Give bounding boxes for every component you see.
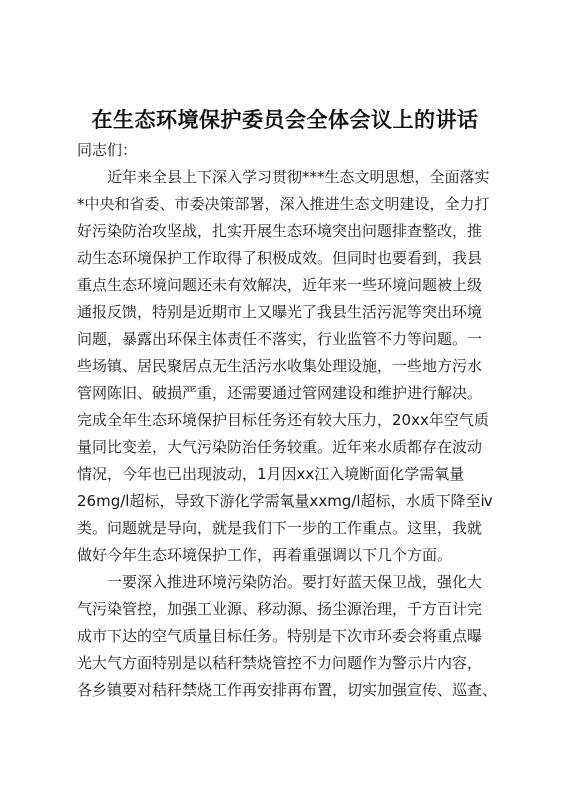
paragraph-line: 26mg/l超标，导致下游化学需氧量xxmg/l超标，水质下降至ⅳ [77, 492, 493, 510]
paragraph-line: 情况，今年也已出现波动，1月因xx江入境断面化学需氧量 [77, 465, 465, 483]
paragraph-line: 动生态环境保护工作取得了积极成效。但同时也要看到，我县 [77, 249, 483, 267]
paragraph-line: 管网陈旧、破损严重，还需要通过管网建设和维护进行解决。 [77, 384, 483, 402]
paragraph-line: 好污染防治攻坚战，扎实开展生态环境突出问题排查整改，推 [77, 222, 483, 240]
paragraph-line: 气污染管控，加强工业源、移动源、扬尘源治理，千方百计完 [77, 600, 483, 618]
paragraph-line: 完成全年生态环境保护目标任务还有较大压力，20xx年空气质 [77, 411, 489, 429]
salutation: 同志们： [77, 141, 138, 159]
paragraph-line: 量同比变差，大气污染防治任务较重。近年来水质都存在波动 [77, 438, 483, 456]
paragraph-line: 些场镇、居民聚居点无生活污水收集处理设施，一些地方污水 [77, 357, 483, 375]
paragraph-line: 重点生态环境问题还未有效解决，近年来一些环境问题被上级 [77, 276, 483, 294]
document-title: 在生态环境保护委员会全体会议上的讲话 [91, 107, 479, 132]
paragraph-line: 近年来全县上下深入学习贯彻***生态文明思想，全面落实 [107, 168, 490, 186]
paragraph-line: *中央和省委、市委决策部署，深入推进生态文明建设，全力打 [77, 195, 490, 213]
document-body [77, 137, 497, 704]
paragraph-line: 各乡镇要对秸秆禁烧工作再安排再布置，切实加强宣传、巡查、 [77, 681, 497, 699]
paragraph-line: 成市下达的空气质量目标任务。特别是下次市环委会将重点曝 [77, 627, 483, 645]
paragraph-line: 做好今年生态环境保护工作，再着重强调以下几个方面。 [77, 546, 453, 564]
paragraph-line: 一要深入推进环境污染防治。要打好蓝天保卫战，强化大 [107, 573, 483, 591]
paragraph-line: 光大气方面特别是以秸秆禁烧管控不力问题作为警示片内容， [77, 654, 483, 672]
paragraph-line: 类。问题就是导向，就是我们下一步的工作重点。这里，我就 [77, 519, 483, 537]
paragraph-line: 通报反馈，特别是近期市上又曝光了我县生活污泥等突出环境 [77, 303, 483, 321]
paragraph-line: 问题，暴露出环保主体责任不落实，行业监管不力等问题。一 [77, 330, 483, 348]
